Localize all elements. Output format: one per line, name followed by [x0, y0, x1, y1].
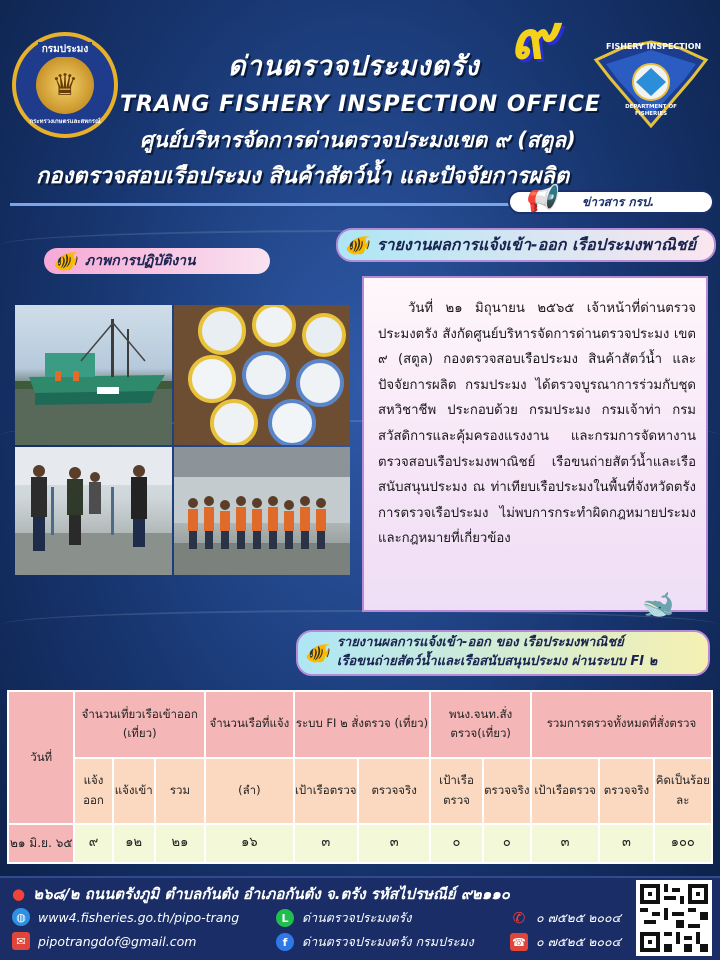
report-fi2-line-2: เรือขนถ่ายสัตว์น้ำและเรือสนับสนุนประมง ผ่านระบบ FI ๒	[336, 654, 658, 669]
news-label-pill	[508, 184, 714, 214]
boat-illustration	[15, 305, 172, 445]
header-total-inspection: รวมการตรวจทั้งหมดที่สั่งตรวจ	[531, 691, 712, 758]
subheader-fi2-actual: ตรวจจริง	[358, 758, 430, 825]
header-divider	[10, 203, 510, 206]
fax-contact[interactable]	[510, 932, 621, 952]
subheader-fi2-target: เป้าเรือตรวจ	[294, 758, 358, 825]
report-section-label: รายงานผลการแจ้งเข้า-ออก เรือประมงพาณิชย์	[376, 234, 697, 254]
subheader-total-target: เป้าเรือตรวจ	[531, 758, 599, 825]
photo-group-inspection	[174, 447, 350, 575]
table-row	[8, 824, 712, 863]
line-contact[interactable]	[276, 908, 412, 928]
location-pin-icon: ●	[12, 885, 26, 903]
cell-officer-target: ๐	[430, 824, 482, 863]
ice-baskets-illustration	[174, 305, 350, 445]
center-subtitle: ศูนย์บริหารจัดการด่านตรวจประมงเขต ๙ (สตูล)	[140, 128, 576, 152]
phone-text[interactable]: ๐ ๗๕๒๕ ๒๐๐๔	[536, 910, 622, 925]
globe-icon: ◍	[12, 908, 30, 926]
cell-officer-actual: ๐	[483, 824, 531, 863]
website-text[interactable]: www4.fisheries.go.th/pipo-trang	[38, 909, 240, 925]
line-icon: L	[276, 909, 294, 927]
cell-date: ๒๑ มิ.ย. ๖๕	[8, 824, 74, 863]
phone-contact[interactable]	[510, 908, 621, 928]
subheader-out: แจ้งออก	[74, 758, 112, 825]
facebook-contact[interactable]	[276, 932, 474, 952]
email-text[interactable]: pipotrangdof@gmail.com	[38, 933, 197, 949]
header-boats: จำนวนเรือที่แจ้ง	[205, 691, 294, 758]
department-of-fisheries-logo	[12, 32, 118, 138]
report-section-pill	[336, 228, 716, 262]
megaphone-icon: 📢	[524, 184, 557, 214]
address-text: ๒๖๘/๒ ถนนตรังภูมิ ตำบลกันตัง อำเภอกันตัง จ.ตรัง รหัสไปรษณีย์ ๙๒๑๑๐	[33, 885, 510, 903]
cell-fi2-actual: ๓	[358, 824, 430, 863]
cell-out: ๙	[74, 824, 112, 863]
region-number: ๙	[510, 0, 556, 73]
subheader-sum: รวม	[155, 758, 205, 825]
fish-icon: 🐠	[52, 249, 77, 273]
cell-total-target: ๓	[531, 824, 599, 863]
cell-sum: ๒๑	[155, 824, 205, 863]
operations-section-label: ภาพการปฏิบัติงาน	[84, 253, 196, 269]
group-illustration	[174, 447, 350, 575]
photo-ice-baskets	[174, 305, 350, 445]
line-text[interactable]: ด่านตรวจประมงตรัง	[302, 910, 412, 925]
header-fi2: ระบบ FI ๒ สั่งตรวจ (เที่ยว)	[294, 691, 431, 758]
facebook-text[interactable]: ด่านตรวจประมงตรัง กรมประมง	[302, 934, 474, 949]
badge-bottom-text: DEPARTMENT OF FISHERIES	[625, 104, 677, 117]
whale-icon: 🐋	[642, 590, 675, 620]
report-text-box	[362, 276, 708, 612]
photo-inspection-officers	[15, 447, 172, 575]
cell-fi2-target: ๓	[294, 824, 358, 863]
subheader-unit: (ลำ)	[205, 758, 294, 825]
photo-fishing-boat	[15, 305, 172, 445]
officers-illustration	[15, 447, 172, 575]
cell-total-actual: ๓	[599, 824, 653, 863]
subheader-total-actual: ตรวจจริง	[599, 758, 653, 825]
logo-left-bottom-text: กระทรวงเกษตรและสหกรณ์	[29, 118, 101, 125]
header-officer-order: พนง.จนท.สั่งตรวจ(เที่ยว)	[430, 691, 531, 758]
logo-left-top-text: กรมประมง	[38, 42, 93, 57]
cell-percent: ๑๐๐	[654, 824, 712, 863]
report-fi2-line-1: รายงานผลการแจ้งเข้า-ออก ของ เรือประมงพาณิชย์	[336, 635, 624, 651]
badge-top-text: FISHERY INSPECTION	[606, 42, 702, 51]
fish-icon: 🐠	[304, 640, 329, 665]
operations-section-pill	[44, 248, 270, 274]
cell-boats: ๑๖	[205, 824, 294, 863]
email-icon: ✉	[12, 932, 30, 950]
facebook-icon: f	[276, 933, 294, 951]
subheader-officer-target: เป้าเรือตรวจ	[430, 758, 482, 825]
report-fi2-section-pill	[296, 630, 710, 676]
qr-code-icon	[640, 884, 708, 952]
division-subtitle: กองตรวจสอบเรือประมง สินค้าสัตว์น้ำ และปัจจัยการผลิต	[36, 164, 570, 189]
news-label: ข่าวสาร กรป.	[582, 194, 655, 209]
subheader-in: แจ้งเข้า	[113, 758, 155, 825]
fishery-inspection-badge	[592, 30, 710, 130]
inspection-summary-table	[7, 690, 713, 864]
website-contact[interactable]	[12, 908, 239, 926]
fax-text[interactable]: ๐ ๗๕๒๕ ๒๐๐๔	[536, 934, 622, 949]
report-paragraph: วันที่ ๒๑ มิถุนายน ๒๕๖๕ เจ้าหน้าที่ด่านตรวจประมงตรัง สังกัดศูนย์บริหารจัดการด่านตรวจประมง เขต ๙ (สตูล) กองตรวจสอบเรือประมง สินค้าสัตว์น้ำ และปัจจัยการผลิต กรมประมง ได้ตรวจบูรณาการร่วมกับชุดสหวิชาชีพ ประกอบด้วย กรมประมง กรมเจ้าท่า กรมสวัสดิการและคุ้มครองแรงงาน และกรมการจัดหางาน ตรวจสอบเรือประมงพาณิชย์ เรือขนถ่ายสัตว์น้ำและเรือสนับสนุนประมง ณ ท่าเทียบเรือประมงในพื้นที่จังหวัดตรัง การตรวจเรือประมง ไม่พบการกระทำผิดกฎหมายประมงและกฎหมายที่เกี่ยวข้อง	[378, 301, 696, 547]
phone-icon: ✆	[512, 909, 526, 927]
email-contact[interactable]	[12, 932, 196, 950]
fish-icon: 🐠	[344, 233, 369, 257]
qr-code[interactable]	[636, 880, 712, 956]
subheader-percent: คิดเป็นร้อยละ	[654, 758, 712, 825]
footer-address	[12, 882, 510, 906]
header-trips: จำนวนเที่ยวเรือเข้าออก (เที่ยว)	[74, 691, 205, 758]
fax-icon: ☎	[510, 933, 528, 951]
subheader-officer-actual: ตรวจจริง	[483, 758, 531, 825]
emblem-icon: ♛	[36, 56, 94, 114]
cell-in: ๑๒	[113, 824, 155, 863]
header-date: วันที่	[8, 691, 74, 824]
office-title-english: TRANG FISHERY INSPECTION OFFICE	[120, 92, 601, 117]
office-title-thai: ด่านตรวจประมงตรัง	[228, 51, 480, 82]
